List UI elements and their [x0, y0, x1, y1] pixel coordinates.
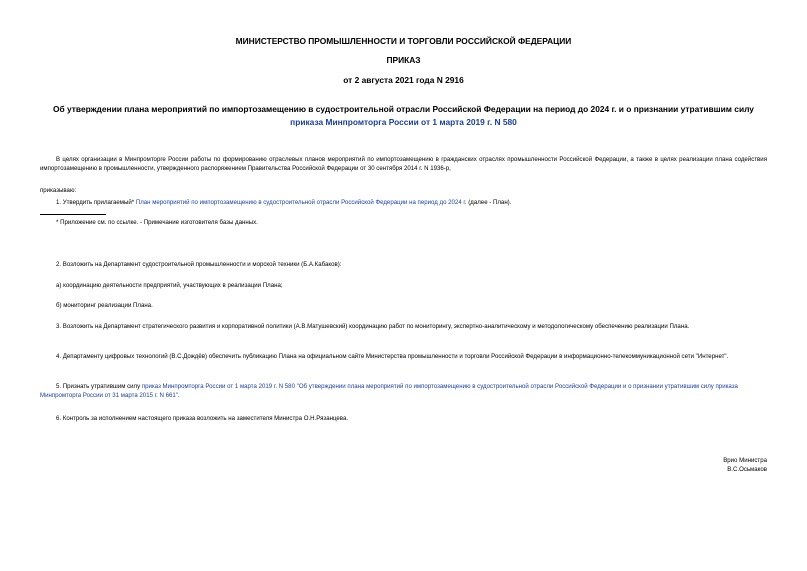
item-1 [56, 198, 767, 207]
footnote: * Приложение см. по ссылке. - Примечание изготовителя базы данных. [56, 219, 258, 226]
ministry-heading: МИНИСТЕРСТВО ПРОМЫШЛЕННОСТИ И ТОРГОВЛИ РОССИЙСКОЙ ФЕДЕРАЦИИ [235, 36, 572, 46]
item-5-prefix: 5. Признать утратившим силу [56, 383, 142, 390]
document-title [40, 103, 767, 129]
item-2b: б) мониторинг реализации Плана. [56, 302, 153, 309]
item-5-suffix: . [177, 392, 180, 399]
plan-link[interactable]: План мероприятий по импортозамещению в судостроительной отрасли Российской Федерации на период до 2024 г. [135, 199, 467, 206]
intro-paragraph: В целях организации в Минпромторге России работы по формированию отраслевых планов мероприятий по импортозамещению в гражданских отраслях промышленности Российской Федерации, а также в целях реализации плана содействия импортозамещению в промышленности, утвержденного распоряжением Правительства Российской Федерации от 30 сентября 2014 г. N 1936-р, [40, 156, 767, 172]
prikazyvayu-text: приказываю: [40, 187, 77, 194]
footnote-divider [40, 214, 106, 215]
item-3: 3. Возложить на Департамент стратегического развития и корпоративной политики (А.В.Матушевский) координацию работ по мониторингу, экспертно-аналитическому и методологическому обеспечению реализации Плана. [56, 323, 690, 330]
item-5 [40, 382, 767, 400]
item-1-suffix: (далее - План). [466, 199, 512, 206]
signatory-position: Врио Министра [723, 457, 767, 464]
item-1-prefix: 1. Утвердить прилагаемый* [56, 199, 136, 206]
item-2: 2. Возложить на Департамент судостроительной промышленности и морской техники (Б.А.Кабаков): [56, 261, 342, 268]
title-link-order-580[interactable]: приказа Минпромторга России от 1 марта 2019 г. N 580 [290, 117, 517, 127]
item-4: 4. Департаменту цифровых технологий (В.С.Дождёв) обеспечить публикацию Плана на официальном сайте Министерства промышленности и торговли Российской Федерации в информационно-телекоммуникационной сети "Интернет". [56, 353, 729, 360]
document-title-text: Об утверждении плана мероприятий по импортозамещению в судостроительной отрасли Российской Федерации на период до 2024 г. и о признании утратившим силу [53, 104, 754, 114]
document-date-number: от 2 августа 2021 года N 2916 [343, 75, 464, 85]
document-type: ПРИКАЗ [386, 55, 421, 65]
item-2a: а) координацию деятельности предприятий, участвующих в реализации Плана; [56, 282, 283, 289]
item-6: 6. Контроль за исполнением настоящего приказа возложить на заместителя Министра О.Н.Рязанцева. [56, 415, 349, 422]
signatory-name: В.С.Осьмаков [727, 466, 767, 473]
order-580-link[interactable]: приказ Минпромторга России от 1 марта 2019 г. N 580 "Об утверждении плана мероприятий по импортозамещению в судостроительной отрасли Российской Федерации и о признании утратившим силу приказа Минпромторга России от 31 марта 2015 г. N 661" [40, 383, 738, 399]
